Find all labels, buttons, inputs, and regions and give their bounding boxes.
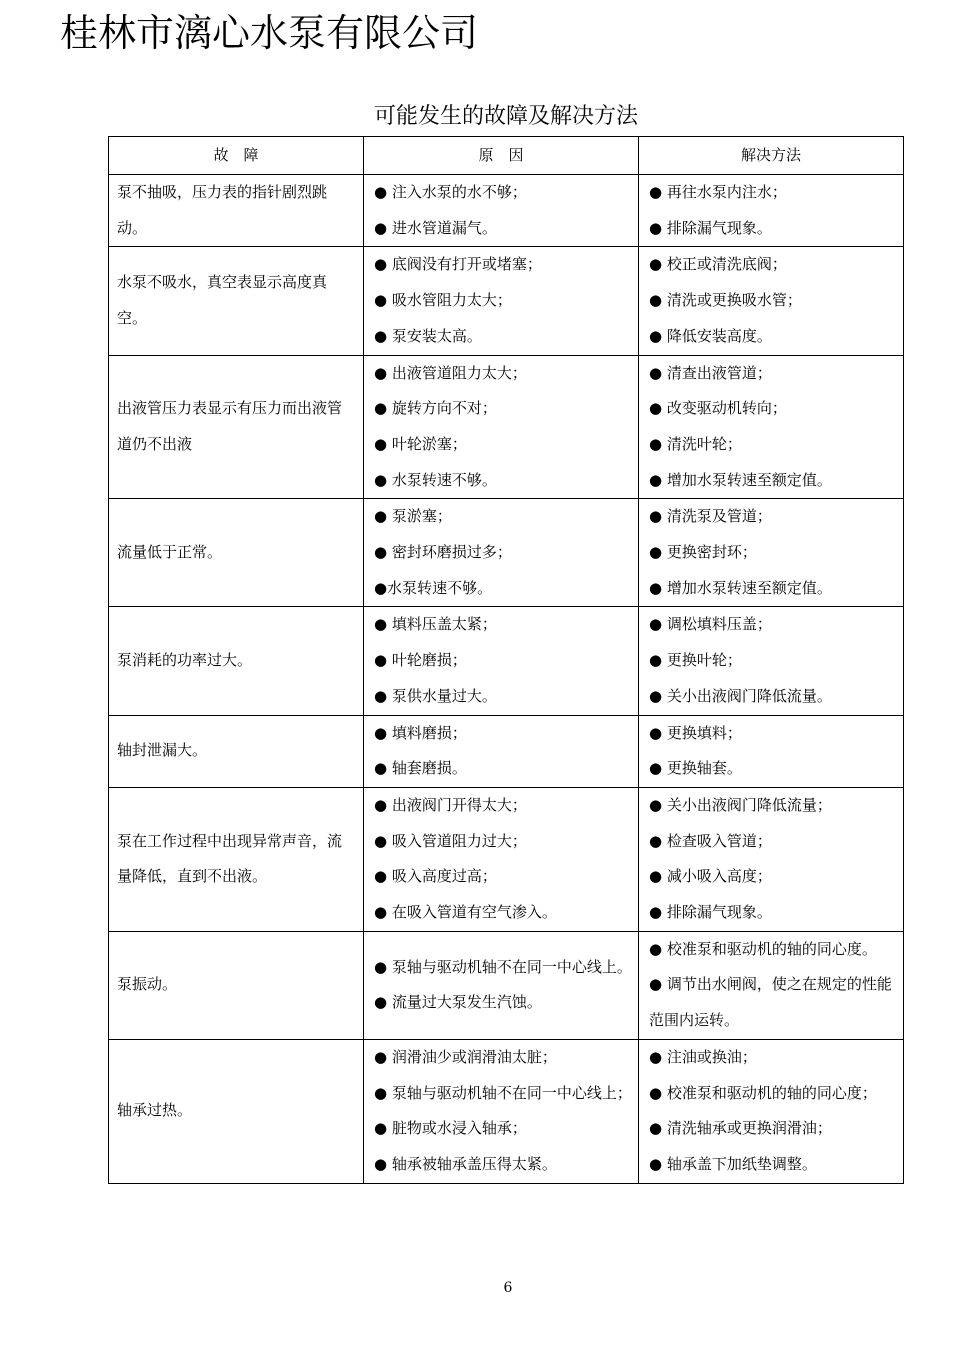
fault-cell (109, 607, 364, 715)
solution-item: ● 更换密封环； (649, 543, 757, 562)
cause-item: ● 水泵转速不够。 (374, 470, 497, 489)
solution-item: ● 轴承盖下加纸垫调整。 (649, 1154, 817, 1173)
table-row (109, 715, 904, 787)
fault-cell (109, 715, 364, 787)
solution-cell (639, 715, 904, 787)
cause-cell (364, 787, 639, 931)
cause-cell (364, 247, 639, 355)
solution-item: ● 排除漏气现象。 (649, 903, 772, 922)
table-row (109, 175, 904, 247)
fault-table (108, 136, 904, 1184)
cause-item: ● 泵轴与驱动机轴不在同一中心线上。 (374, 957, 632, 976)
solution-item: ● 排除漏气现象。 (649, 218, 772, 237)
solution-item: ● 清洗泵及管道； (649, 507, 772, 526)
cause-cell (364, 175, 639, 247)
fault-text: 泵振动。 (117, 975, 178, 994)
solution-item: ● 更换填料； (649, 723, 742, 742)
cause-item: ● 底阀没有打开或堵塞； (374, 255, 542, 274)
solution-cell (639, 175, 904, 247)
fault-text: 泵不抽吸，压力表的指针剧烈跳动。 (117, 183, 328, 237)
solution-item: ● 降低安装高度。 (649, 326, 772, 345)
solution-cell (639, 499, 904, 607)
cause-cell (364, 931, 639, 1039)
table-row (109, 607, 904, 715)
fault-text: 泵在工作过程中出现异常声音，流量降低，直到不出液。 (117, 831, 343, 886)
table-header-row (109, 137, 904, 175)
column-header-cause: 原 因 (364, 137, 639, 175)
solution-cell (639, 607, 904, 715)
cause-item: ● 叶轮淤塞； (374, 434, 467, 453)
solution-item: ● 再往水泵内注水； (649, 183, 787, 201)
cause-item: ● 进水管道漏气。 (374, 218, 497, 237)
fault-cell (109, 1039, 364, 1183)
table-row (109, 499, 904, 607)
solution-item: ● 清洗轴承或更换润滑油； (649, 1119, 832, 1138)
table-row (109, 355, 904, 499)
solution-item: ● 调节出水闸阀，使之在规定的性能范围内运转。 (649, 975, 892, 1030)
fault-text: 轴承过热。 (117, 1101, 193, 1120)
solution-item: ● 增加水泵转速至额定值。 (649, 578, 832, 597)
fault-cell (109, 787, 364, 931)
cause-item: ● 泵安装太高。 (374, 326, 482, 345)
solution-item: ● 清查出液管道； (649, 363, 772, 382)
table-row (109, 787, 904, 931)
fault-cell (109, 355, 364, 499)
cause-item: ● 吸入管道阻力过大； (374, 831, 527, 850)
cause-item: ● 泵供水量过大。 (374, 686, 497, 705)
table-row (109, 931, 904, 1039)
cause-item: ● 叶轮磨损； (374, 651, 467, 670)
cause-cell (364, 607, 639, 715)
solution-item: ● 关小出液阀门降低流量； (649, 795, 832, 814)
fault-cell (109, 499, 364, 607)
solution-item: ● 校正或清洗底阀； (649, 255, 787, 274)
cause-item: ● 轴套磨损。 (374, 759, 467, 778)
fault-cell (109, 247, 364, 355)
solution-cell (639, 1039, 904, 1183)
cause-item: ● 注入水泵的水不够； (374, 183, 527, 201)
fault-text: 流量低于正常。 (117, 543, 223, 562)
solution-item: ● 关小出液阀门降低流量。 (649, 686, 832, 705)
table-row (109, 1039, 904, 1183)
fault-text: 泵消耗的功率过大。 (117, 651, 253, 670)
column-header-fault: 故 障 (109, 137, 364, 175)
solution-item: ● 更换叶轮； (649, 651, 742, 670)
solution-item: ● 校准泵和驱动机的轴的同心度； (649, 1083, 877, 1102)
cause-item: ● 出液阀门开得太大； (374, 795, 527, 814)
cause-item: ● 出液管道阻力太大； (374, 363, 527, 382)
solution-cell (639, 355, 904, 499)
cause-item: ● 密封环磨损过多； (374, 543, 512, 562)
solution-item: ● 减小吸入高度； (649, 867, 772, 886)
cause-item: ● 泵淤塞； (374, 507, 452, 526)
fault-cell (109, 175, 364, 247)
solution-item: ● 清洗或更换吸水管； (649, 291, 802, 310)
page-number: 6 (503, 1280, 513, 1296)
cause-item: ● 润滑油少或润滑油太脏； (374, 1047, 557, 1066)
table-row (109, 247, 904, 355)
fault-text: 轴封泄漏大。 (117, 741, 208, 760)
solution-item: ● 注油或换油； (649, 1047, 757, 1066)
cause-cell (364, 499, 639, 607)
fault-text: 水泵不吸水，真空表显示高度真空。 (117, 273, 328, 327)
cause-cell (364, 1039, 639, 1183)
cause-item: ● 吸水管阻力太大； (374, 291, 512, 310)
cause-item: ● 在吸入管道有空气渗入。 (374, 903, 557, 922)
solution-item: ● 调松填料压盖； (649, 615, 772, 634)
solution-item: ● 校准泵和驱动机的轴的同心度。 (649, 939, 877, 958)
solution-cell (639, 931, 904, 1039)
solution-item: ● 改变驱动机转向； (649, 399, 787, 418)
cause-item: ●水泵转速不够。 (374, 578, 493, 597)
solution-item: ● 更换轴套。 (649, 759, 742, 778)
cause-item: ● 吸入高度过高； (374, 867, 497, 886)
cause-item: ● 填料压盖太紧； (374, 615, 497, 634)
cause-item: ● 旋转方向不对； (374, 399, 497, 418)
column-header-solution: 解决方法 (639, 137, 904, 175)
cause-cell (364, 715, 639, 787)
fault-cell (109, 931, 364, 1039)
solution-cell (639, 247, 904, 355)
document-title: 可能发生的故障及解决方法 (373, 104, 638, 129)
cause-item: ● 填料磨损； (374, 723, 467, 742)
solution-cell (639, 787, 904, 931)
cause-cell (364, 355, 639, 499)
cause-item: ● 轴承被轴承盖压得太紧。 (374, 1154, 557, 1173)
solution-item: ● 清洗叶轮； (649, 434, 742, 453)
cause-item: ● 泵轴与驱动机轴不在同一中心线上； (374, 1083, 632, 1102)
solution-item: ● 检查吸入管道； (649, 831, 772, 850)
solution-item: ● 增加水泵转速至额定值。 (649, 470, 832, 489)
company-name: 桂林市漓心水泵有限公司 (60, 11, 479, 55)
cause-item: ● 脏物或水浸入轴承； (374, 1119, 527, 1138)
fault-text: 出液管压力表显示有压力而出液管道仍不出液 (117, 399, 343, 453)
cause-item: ● 流量过大泵发生汽蚀。 (374, 993, 542, 1012)
